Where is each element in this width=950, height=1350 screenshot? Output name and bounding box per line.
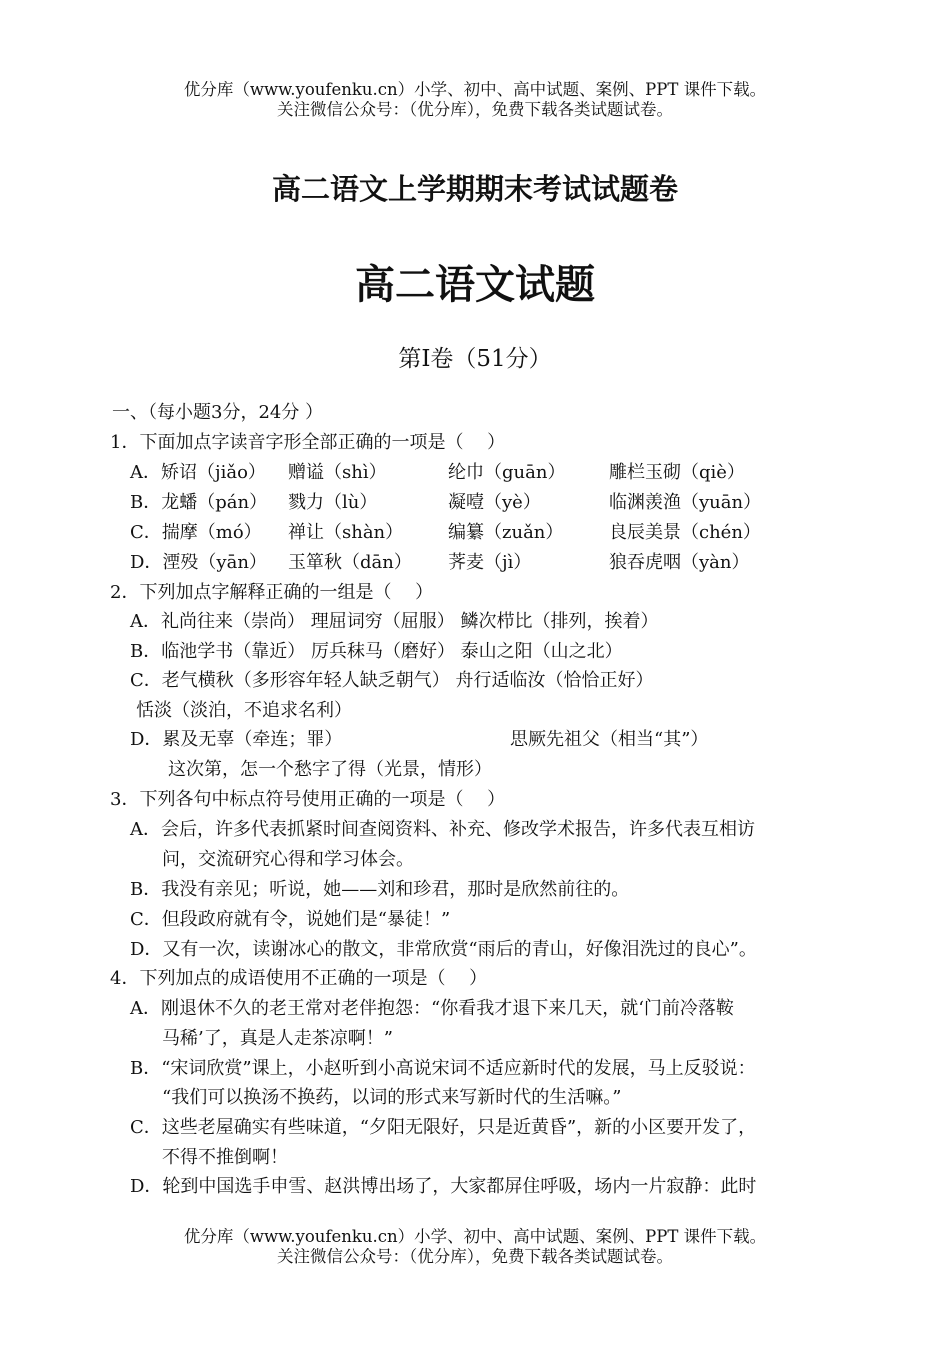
volume-heading: 第Ⅰ卷（51分）	[398, 346, 552, 372]
header-line-1: 优分库（www.youfenku.cn）小学、初中、高中试题、案例、PPT 课件下载。	[183, 80, 767, 99]
option-c-item: 编纂（zuǎn）	[448, 522, 564, 543]
option-a: A．会后，许多代表抓紧时间查阅资料、补充、修改学术报告，许多代表互相访	[130, 819, 755, 840]
option-a-continued: 问，交流研究心得和学习体会。	[162, 849, 414, 870]
option-d-item: 荠麦（jì）	[448, 552, 532, 573]
question-stem: 4．下列加点的成语使用不正确的一项是（ ）	[110, 968, 488, 989]
option-c-continued: 不得不推倒啊！	[162, 1147, 288, 1168]
header-line-2: 关注微信公众号：（优分库），免费下载各类试题试卷。	[277, 100, 673, 119]
question-stem: 3．下列各句中标点符号使用正确的一项是（ ）	[110, 789, 506, 810]
option-c: C．但段政府就有令，说她们是“暴徒！”	[130, 909, 451, 930]
option-a-item: A．矫诏（jiǎo）	[130, 462, 266, 483]
option-d-left: D．累及无辜（牵连；罪）	[130, 729, 343, 750]
option-b: B．我没有亲见；听说，她——刘和珍君，那时是欣然前往的。	[130, 879, 630, 900]
option-d-right: 思厥先祖父（相当“其”）	[510, 729, 709, 750]
option-b: B．“宋词欣赏”课上，小赵听到小高说宋词不适应新时代的发展，马上反驳说：	[130, 1058, 756, 1079]
question-stem: 2．下列加点字解释正确的一组是（ ）	[110, 582, 434, 603]
footer-line-1: 优分库（www.youfenku.cn）小学、初中、高中试题、案例、PPT 课件下载。	[183, 1227, 767, 1246]
option-d: D．又有一次，读谢冰心的散文，非常欣赏“雨后的青山，好像泪洗过的良心”。	[130, 939, 757, 960]
option-d: D．轮到中国选手申雪、赵洪博出场了，大家都屏住呼吸，场内一片寂静：此时	[130, 1176, 757, 1197]
option-b-item: B．龙蟠（pán）	[130, 492, 268, 513]
option-c-item: C．揣摩（mó）	[130, 522, 262, 543]
exam-subtitle: 高二语文试题	[355, 262, 595, 308]
footer-line-2: 关注微信公众号：（优分库），免费下载各类试题试卷。	[277, 1247, 673, 1266]
option-c-item: 禅让（shàn）	[288, 522, 404, 543]
option-a: A．刚退休不久的老王常对老伴抱怨：“你看我才退下来几天，就‘门前冷落鞍	[130, 998, 734, 1019]
option-a-item: 赠谥（shì）	[288, 462, 387, 483]
option-d-item: 狼吞虎咽（yàn）	[609, 552, 750, 573]
option-b-item: 临渊羡渔（yuān）	[609, 492, 762, 513]
page-header	[0, 80, 950, 120]
option-a-item: 雕栏玉砌（qiè）	[609, 462, 745, 483]
option-b: B．临池学书（靠近） 厉兵秣马（磨好） 泰山之阳（山之北）	[130, 641, 623, 662]
option-c: C．老气横秋（多形容年轻人缺乏朝气） 舟行适临汝（恰恰正好）	[130, 670, 654, 691]
option-b-continued: “我们可以换汤不换药，以词的形式来写新时代的生活嘛。”	[162, 1087, 622, 1108]
option-c: C．这些老屋确实有些味道，“夕阳无限好，只是近黄昏”，新的小区要开发了，	[130, 1117, 757, 1138]
section-heading: 一、（每小题3分，24分 ）	[112, 402, 324, 423]
document-title: 高二语文上学期期末考试试题卷	[271, 172, 678, 206]
option-d-continued: 这次第，怎一个愁字了得（光景，情形）	[168, 759, 492, 780]
option-a-item: 纶巾（guān）	[448, 462, 566, 483]
option-c-continued: 恬淡（淡泊，不追求名利）	[136, 700, 352, 721]
option-b-item: 凝噎（yè）	[448, 492, 541, 513]
page-footer	[0, 1227, 950, 1267]
option-c-item: 良辰美景（chén）	[609, 522, 761, 543]
question-stem: 1．下面加点字读音字形全部正确的一项是（ ）	[110, 432, 506, 453]
option-a-continued: 马稀’了，真是人走茶凉啊！”	[162, 1028, 393, 1049]
option-d-item: D．湮殁（yān）	[130, 552, 267, 573]
option-b-item: 戮力（lù）	[288, 492, 378, 513]
option-d-item: 玉箪秋（dān）	[288, 552, 412, 573]
option-a: A．礼尚往来（崇尚） 理屈词穷（屈服） 鳞次栉比（排列，挨着）	[130, 611, 659, 632]
